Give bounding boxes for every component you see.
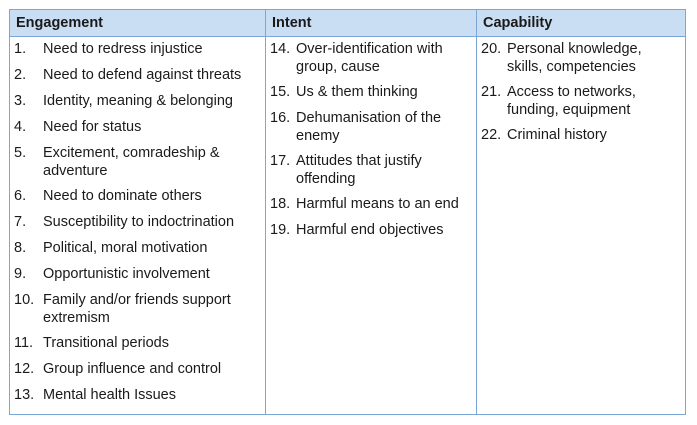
item-text: Need to redress injustice xyxy=(43,41,203,57)
list-item xyxy=(270,222,471,240)
item-number: 13. xyxy=(14,387,35,403)
item-number: 7. xyxy=(14,214,27,230)
item-text: Access to networks, funding, equipment xyxy=(507,84,636,118)
list-item xyxy=(270,196,471,214)
item-number: 22. xyxy=(481,127,502,143)
column-divider xyxy=(476,10,477,414)
item-number: 2. xyxy=(14,67,27,83)
item-text: Susceptibility to indoctrination xyxy=(43,214,235,230)
column-divider xyxy=(265,10,266,414)
item-number: 16. xyxy=(270,110,291,126)
item-text: Dehumanisation of the enemy xyxy=(296,110,442,144)
item-text: Opportunistic involvement xyxy=(43,266,210,282)
list-item xyxy=(14,266,260,284)
header-intent: Intent xyxy=(272,15,312,31)
item-text: Political, moral motivation xyxy=(43,240,208,256)
item-number: 20. xyxy=(481,41,502,57)
list-item xyxy=(270,41,471,76)
item-number: 14. xyxy=(270,41,291,57)
item-text: Criminal history xyxy=(507,127,607,143)
list-item xyxy=(14,240,260,258)
item-text: Family and/or friends support extremism xyxy=(43,292,231,326)
list-item xyxy=(14,292,260,327)
list-item xyxy=(270,110,471,145)
capability-column xyxy=(481,37,685,414)
item-number: 19. xyxy=(270,222,291,238)
item-number: 3. xyxy=(14,93,27,109)
list-item xyxy=(481,41,681,76)
item-text: Need for status xyxy=(43,119,142,135)
item-number: 5. xyxy=(14,145,27,161)
list-item xyxy=(14,335,260,353)
item-number: 15. xyxy=(270,84,291,100)
list-item xyxy=(14,41,260,59)
header-capability: Capability xyxy=(483,15,553,31)
item-text: Personal knowledge, skills, competencies xyxy=(507,41,642,75)
header-engagement: Engagement xyxy=(16,15,104,31)
item-number: 11. xyxy=(14,335,34,351)
item-text: Attitudes that justify offending xyxy=(296,153,422,187)
item-number: 18. xyxy=(270,196,291,212)
item-text: Need to defend against threats xyxy=(43,67,242,83)
list-item xyxy=(14,119,260,137)
item-text: Excitement, comradeship & adventure xyxy=(43,145,220,179)
list-item xyxy=(14,93,260,111)
item-text: Harmful means to an end xyxy=(296,196,459,212)
list-item xyxy=(14,387,260,405)
item-number: 12. xyxy=(14,361,35,377)
item-text: Over-identification with group, cause xyxy=(296,41,443,75)
list-item xyxy=(481,84,681,119)
item-number: 6. xyxy=(14,188,27,204)
item-text: Group influence and control xyxy=(43,361,222,377)
list-item xyxy=(14,361,260,379)
list-item xyxy=(14,145,260,180)
table-header-row xyxy=(10,10,685,37)
item-text: Us & them thinking xyxy=(296,84,418,100)
item-number: 8. xyxy=(14,240,27,256)
item-number: 1. xyxy=(14,41,27,57)
list-item xyxy=(481,127,681,145)
item-number: 17. xyxy=(270,153,291,169)
factors-table xyxy=(9,9,686,415)
item-text: Harmful end objectives xyxy=(296,222,444,238)
item-number: 9. xyxy=(14,266,27,282)
list-item xyxy=(14,188,260,206)
list-item xyxy=(270,153,471,188)
list-item xyxy=(270,84,471,102)
list-item xyxy=(14,67,260,85)
engagement-column xyxy=(14,37,264,414)
item-number: 4. xyxy=(14,119,27,135)
item-text: Identity, meaning & belonging xyxy=(43,93,233,109)
item-text: Transitional periods xyxy=(43,335,169,351)
item-number: 10. xyxy=(14,292,35,308)
item-text: Mental health Issues xyxy=(43,387,176,403)
item-number: 21. xyxy=(481,84,502,100)
list-item xyxy=(14,214,260,232)
intent-column xyxy=(270,37,475,414)
item-text: Need to dominate others xyxy=(43,188,202,204)
